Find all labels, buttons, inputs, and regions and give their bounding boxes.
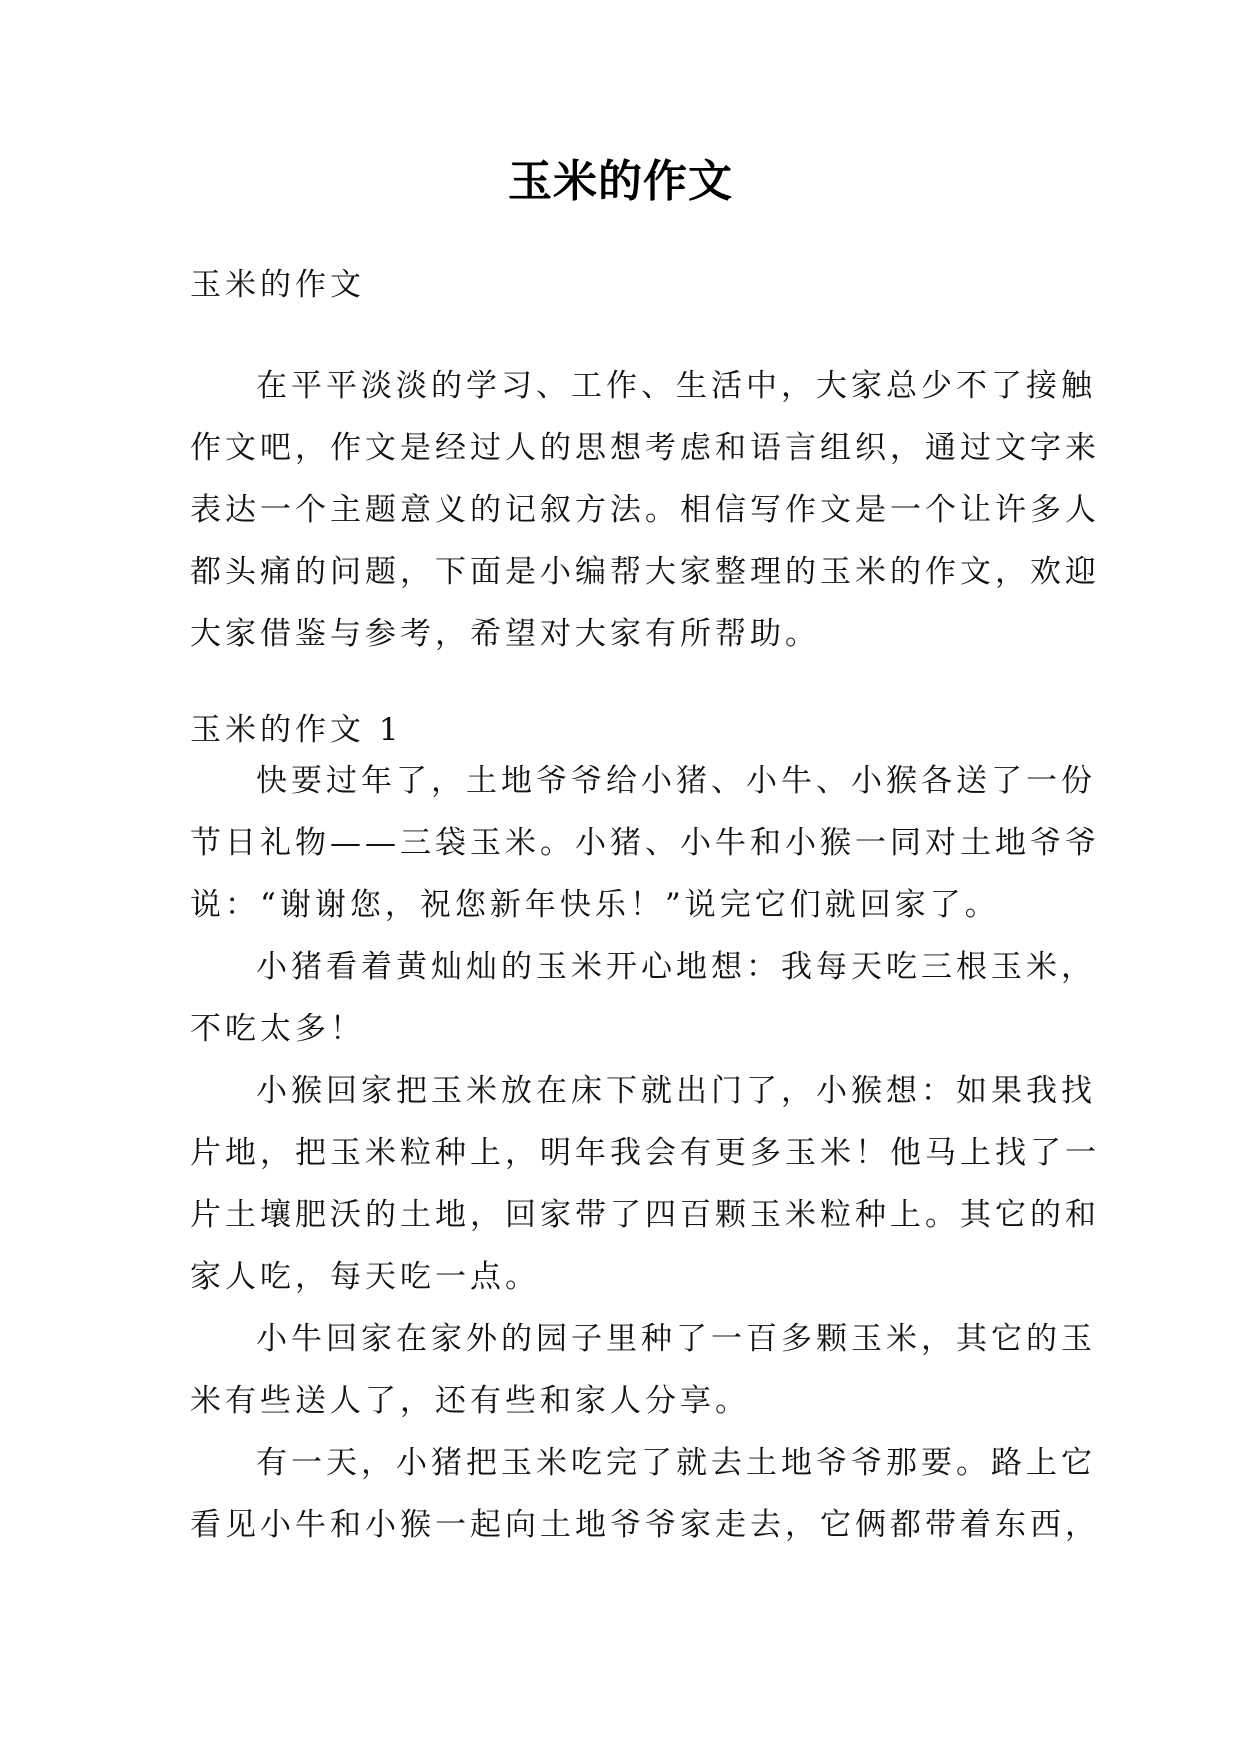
intro-line: 都头痛的问题，下面是小编帮大家整理的玉米的作文，欢迎 [190,554,1100,590]
document-subtitle: 玉米的作文 [190,267,365,303]
document-title: 玉米的作文 [508,156,733,207]
paragraph-line: 看见小牛和小猴一起向土地爷爷家走去，它俩都带着东西， [190,1507,1100,1543]
paragraph-line: 米有些送人了，还有些和家人分享。 [190,1383,750,1419]
essay-body [190,750,1100,1556]
paragraph-line: 节日礼物——三袋玉米。小猪、小牛和小猴一同对土地爷爷 [190,825,1100,861]
paragraph-line: 小牛回家在家外的园子里种了一百多颗玉米，其它的玉 [256,1321,1096,1357]
intro-line: 作文吧，作文是经过人的思想考虑和语言组织，通过文字来 [190,430,1100,466]
paragraph-line: 不吃太多！ [190,1011,365,1047]
paragraph-line: 片地，把玉米粒种上，明年我会有更多玉米！他马上找了一 [190,1135,1100,1171]
paragraph-line: 小猪看着黄灿灿的玉米开心地想：我每天吃三根玉米， [256,949,1096,985]
paragraph-line: 说：“谢谢您，祝您新年快乐！”说完它们就回家了。 [190,887,1000,923]
intro-line: 大家借鉴与参考，希望对大家有所帮助。 [190,616,820,652]
paragraph-line: 小猴回家把玉米放在床下就出门了，小猴想：如果我找 [256,1073,1096,1109]
paragraph-line: 快要过年了，土地爷爷给小猪、小牛、小猴各送了一份 [256,763,1096,799]
paragraph-line: 有一天，小猪把玉米吃完了就去土地爷爷那要。路上它 [256,1445,1096,1481]
intro-line: 表达一个主题意义的记叙方法。相信写作文是一个让许多人 [190,492,1100,528]
paragraph-line: 家人吃，每天吃一点。 [190,1259,540,1295]
intro-line: 在平平淡淡的学习、工作、生活中，大家总少不了接触 [256,368,1096,404]
intro-paragraph [190,355,1100,665]
paragraph-line: 片土壤肥沃的土地，回家带了四百颗玉米粒种上。其它的和 [190,1197,1100,1233]
section-heading: 玉米的作文 1 [190,712,403,748]
